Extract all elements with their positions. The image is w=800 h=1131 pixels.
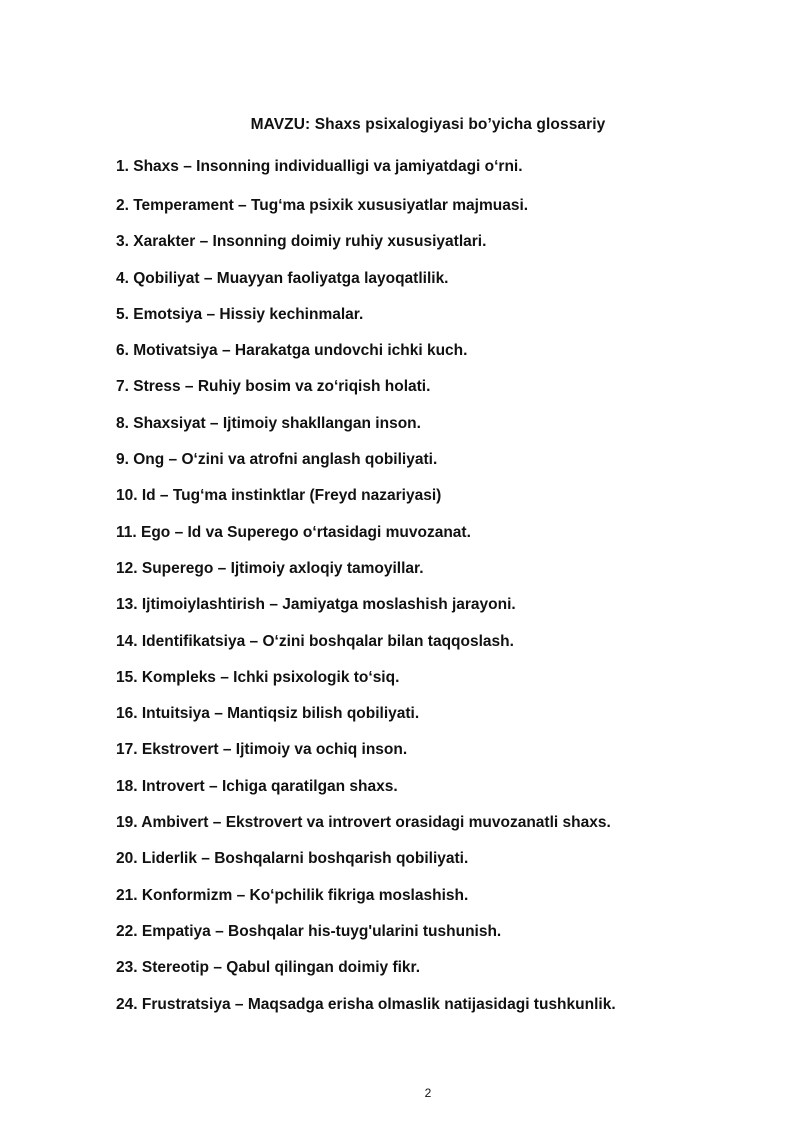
glossary-entry: 20. Liderlik – Boshqalarni boshqarish qobiliyati.: [116, 850, 469, 868]
glossary-entry: 19. Ambivert – Ekstrovert va introvert orasidagi muvozanatli shaxs.: [116, 814, 611, 832]
glossary-entry: 8. Shaxsiyat – Ijtimoiy shakllangan inson.: [116, 414, 421, 432]
glossary-entry: 12. Superego – Ijtimoiy axloqiy tamoyillar.: [116, 559, 424, 577]
glossary-entry: 23. Stereotip – Qabul qilingan doimiy fikr.: [116, 959, 421, 977]
glossary-entry: 24. Frustratsiya – Maqsadga erisha olmaslik natijasidagi tushkunlik.: [116, 995, 616, 1013]
glossary-entry: 5. Emotsiya – Hissiy kechinmalar.: [116, 305, 364, 323]
glossary-entry: 7. Stress – Ruhiy bosim va zoʻriqish holati.: [116, 378, 431, 396]
glossary-entry: 9. Ong – Oʻzini va atrofni anglash qobiliyati.: [116, 451, 438, 469]
glossary-list: [116, 154, 756, 1028]
glossary-entry: 17. Ekstrovert – Ijtimoiy va ochiq inson.: [116, 741, 408, 759]
glossary-entry: 21. Konformizm – Koʻpchilik fikriga moslashish.: [116, 886, 469, 904]
glossary-entry: 22. Empatiya – Boshqalar his-tuyg'ularini tushunish.: [116, 922, 502, 940]
glossary-entry: 18. Introvert – Ichiga qaratilgan shaxs.: [116, 777, 398, 795]
glossary-entry: 6. Motivatsiya – Harakatga undovchi ichki kuch.: [116, 342, 468, 360]
page-title: MAVZU: Shaxs psixalogiyasi bo’yicha glossariy: [250, 116, 606, 133]
glossary-entry: 4. Qobiliyat – Muayyan faoliyatga layoqatlilik.: [116, 269, 449, 287]
glossary-entry: 10. Id – Tugʻma instinktlar (Freyd nazariyasi): [116, 487, 442, 505]
glossary-entry: 2. Temperament – Tugʻma psixik xususiyatlar majmuasi.: [116, 197, 529, 214]
glossary-entry: 11. Ego – Id va Superego oʻrtasidagi muvozanat.: [116, 523, 471, 541]
page-number: 2: [424, 1086, 432, 1100]
glossary-entry: 16. Intuitsiya – Mantiqsiz bilish qobiliyati.: [116, 705, 420, 723]
glossary-entry: 15. Kompleks – Ichki psixologik toʻsiq.: [116, 668, 400, 686]
glossary-entry: 3. Xarakter – Insonning doimiy ruhiy xususiyatlari.: [116, 233, 487, 251]
glossary-entry: 14. Identifikatsiya – Oʻzini boshqalar bilan taqqoslash.: [116, 632, 514, 650]
glossary-entry: 13. Ijtimoiylashtirish – Jamiyatga moslashish jarayoni.: [116, 596, 516, 614]
glossary-entry: 1. Shaxs – Insonning individualligi va jamiyatdagi oʻrni.: [116, 158, 523, 175]
